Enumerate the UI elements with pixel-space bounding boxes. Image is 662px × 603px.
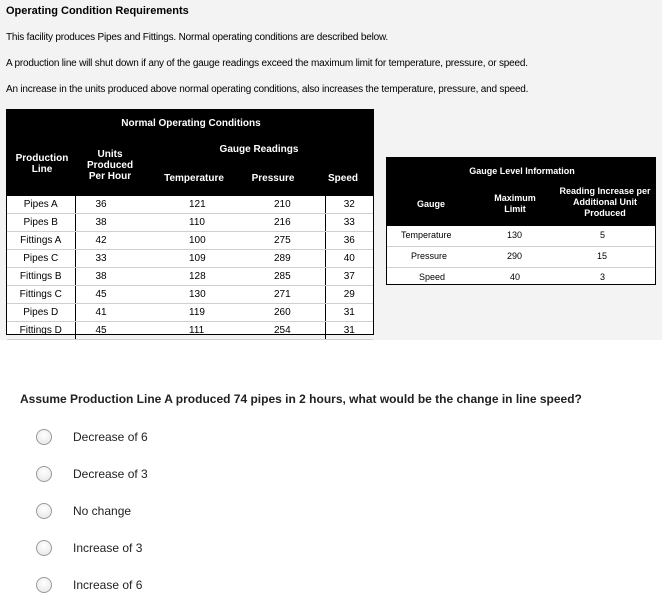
option-label: Increase of 6 bbox=[73, 578, 143, 592]
main-table-caption: Normal Operating Conditions bbox=[121, 118, 261, 129]
cell-temperature: 119 bbox=[151, 304, 241, 322]
cell-temperature: 109 bbox=[151, 250, 241, 268]
cell-temperature: 121 bbox=[151, 196, 241, 214]
cell-max: 290 bbox=[507, 251, 523, 261]
main-table-body bbox=[6, 195, 374, 335]
cell-speed: 31 bbox=[325, 322, 373, 340]
table-row bbox=[387, 247, 655, 268]
main-table-header bbox=[6, 109, 374, 195]
cell-pressure: 289 bbox=[241, 250, 325, 268]
table-row bbox=[7, 196, 373, 214]
cell-increase: 5 bbox=[600, 230, 606, 240]
table-row bbox=[7, 214, 373, 232]
question-text: Assume Production Line A produced 74 pipes in 2 hours, what would be the change in line speed? bbox=[20, 392, 582, 406]
cell-pressure: 285 bbox=[241, 268, 325, 286]
gauge-level-information-table bbox=[386, 157, 656, 285]
table-row bbox=[7, 304, 373, 322]
cell-temperature: 128 bbox=[151, 268, 241, 286]
radio-button[interactable] bbox=[36, 577, 52, 593]
radio-button[interactable] bbox=[36, 540, 52, 556]
cell-units: 42 bbox=[75, 232, 151, 250]
cell-pressure: 260 bbox=[241, 304, 325, 322]
option-decrease-of-6[interactable] bbox=[36, 427, 336, 449]
header-speed: Speed bbox=[327, 173, 358, 184]
header-reading-increase: Reading Increase per Additional Unit Produced bbox=[559, 186, 651, 218]
cell-units: 33 bbox=[75, 250, 151, 268]
cell-pressure: 275 bbox=[241, 232, 325, 250]
cell-units: 38 bbox=[75, 214, 151, 232]
header-maximum-limit: Maximum Limit bbox=[494, 193, 536, 214]
cell-line: Pipes A bbox=[7, 196, 75, 214]
radio-button[interactable] bbox=[36, 503, 52, 519]
table-row bbox=[387, 226, 655, 247]
option-label: Decrease of 6 bbox=[73, 430, 148, 444]
table-row bbox=[7, 268, 373, 286]
cell-line: Pipes D bbox=[7, 304, 75, 322]
option-increase-of-3[interactable] bbox=[36, 538, 336, 560]
increase-paragraph: An increase in the units produced above normal operating conditions, also increases the temperature, pressure, and speed. bbox=[6, 84, 529, 95]
cell-pressure: 216 bbox=[241, 214, 325, 232]
cell-temperature: 130 bbox=[151, 286, 241, 304]
cell-units: 41 bbox=[75, 304, 151, 322]
cell-max: 130 bbox=[507, 230, 523, 240]
table-row bbox=[7, 250, 373, 268]
cell-temperature: 100 bbox=[151, 232, 241, 250]
table-row bbox=[7, 232, 373, 250]
table-row bbox=[7, 286, 373, 304]
gauge-table-caption: Gauge Level Information bbox=[469, 166, 575, 176]
cell-gauge: Speed bbox=[419, 272, 446, 282]
cell-line: Fittings D bbox=[7, 322, 75, 340]
table-row bbox=[7, 322, 373, 340]
header-production-line: Production Line bbox=[15, 153, 69, 175]
cell-speed: 33 bbox=[325, 214, 373, 232]
header-units-produced: Units Produced Per Hour bbox=[86, 149, 134, 182]
cell-increase: 15 bbox=[597, 251, 608, 261]
cell-pressure: 254 bbox=[241, 322, 325, 340]
cell-pressure: 271 bbox=[241, 286, 325, 304]
cell-units: 45 bbox=[75, 286, 151, 304]
cell-speed: 29 bbox=[325, 286, 373, 304]
intro-paragraph: This facility produces Pipes and Fittings. Normal operating conditions are described below. bbox=[6, 32, 389, 43]
cell-line: Pipes C bbox=[7, 250, 75, 268]
cell-gauge: Pressure bbox=[411, 251, 448, 261]
cell-pressure: 210 bbox=[241, 196, 325, 214]
cell-speed: 31 bbox=[325, 304, 373, 322]
option-label: No change bbox=[73, 504, 132, 518]
cell-line: Pipes B bbox=[7, 214, 75, 232]
option-decrease-of-3[interactable] bbox=[36, 464, 336, 486]
cell-units: 45 bbox=[75, 322, 151, 340]
cell-speed: 40 bbox=[325, 250, 373, 268]
radio-button[interactable] bbox=[36, 429, 52, 445]
cell-line: Fittings B bbox=[7, 268, 75, 286]
cell-increase: 3 bbox=[600, 272, 606, 282]
header-gauge-readings: Gauge Readings bbox=[219, 144, 299, 155]
header-pressure: Pressure bbox=[251, 173, 295, 184]
shutdown-paragraph: A production line will shut down if any of the gauge readings exceed the maximum limit for temperature, pressure, or speed. bbox=[6, 58, 528, 69]
cell-speed: 32 bbox=[325, 196, 373, 214]
normal-operating-conditions-table bbox=[6, 109, 374, 335]
option-no-change[interactable] bbox=[36, 501, 336, 523]
cell-line: Fittings C bbox=[7, 286, 75, 304]
cell-max: 40 bbox=[510, 272, 521, 282]
cell-units: 38 bbox=[75, 268, 151, 286]
cell-temperature: 110 bbox=[151, 214, 241, 232]
header-temperature: Temperature bbox=[164, 173, 224, 184]
option-label: Decrease of 3 bbox=[73, 467, 148, 481]
option-label: Increase of 3 bbox=[73, 541, 143, 555]
cell-speed: 37 bbox=[325, 268, 373, 286]
option-increase-of-6[interactable] bbox=[36, 575, 336, 597]
page-title: Operating Condition Requirements bbox=[6, 5, 189, 17]
cell-speed: 36 bbox=[325, 232, 373, 250]
radio-button[interactable] bbox=[36, 466, 52, 482]
gauge-table-header bbox=[387, 158, 655, 226]
cell-line: Fittings A bbox=[7, 232, 75, 250]
header-gauge: Gauge bbox=[416, 199, 445, 209]
cell-units: 36 bbox=[75, 196, 151, 214]
table-row bbox=[387, 268, 655, 288]
cell-gauge: Temperature bbox=[401, 230, 452, 240]
cell-temperature: 111 bbox=[151, 322, 241, 340]
